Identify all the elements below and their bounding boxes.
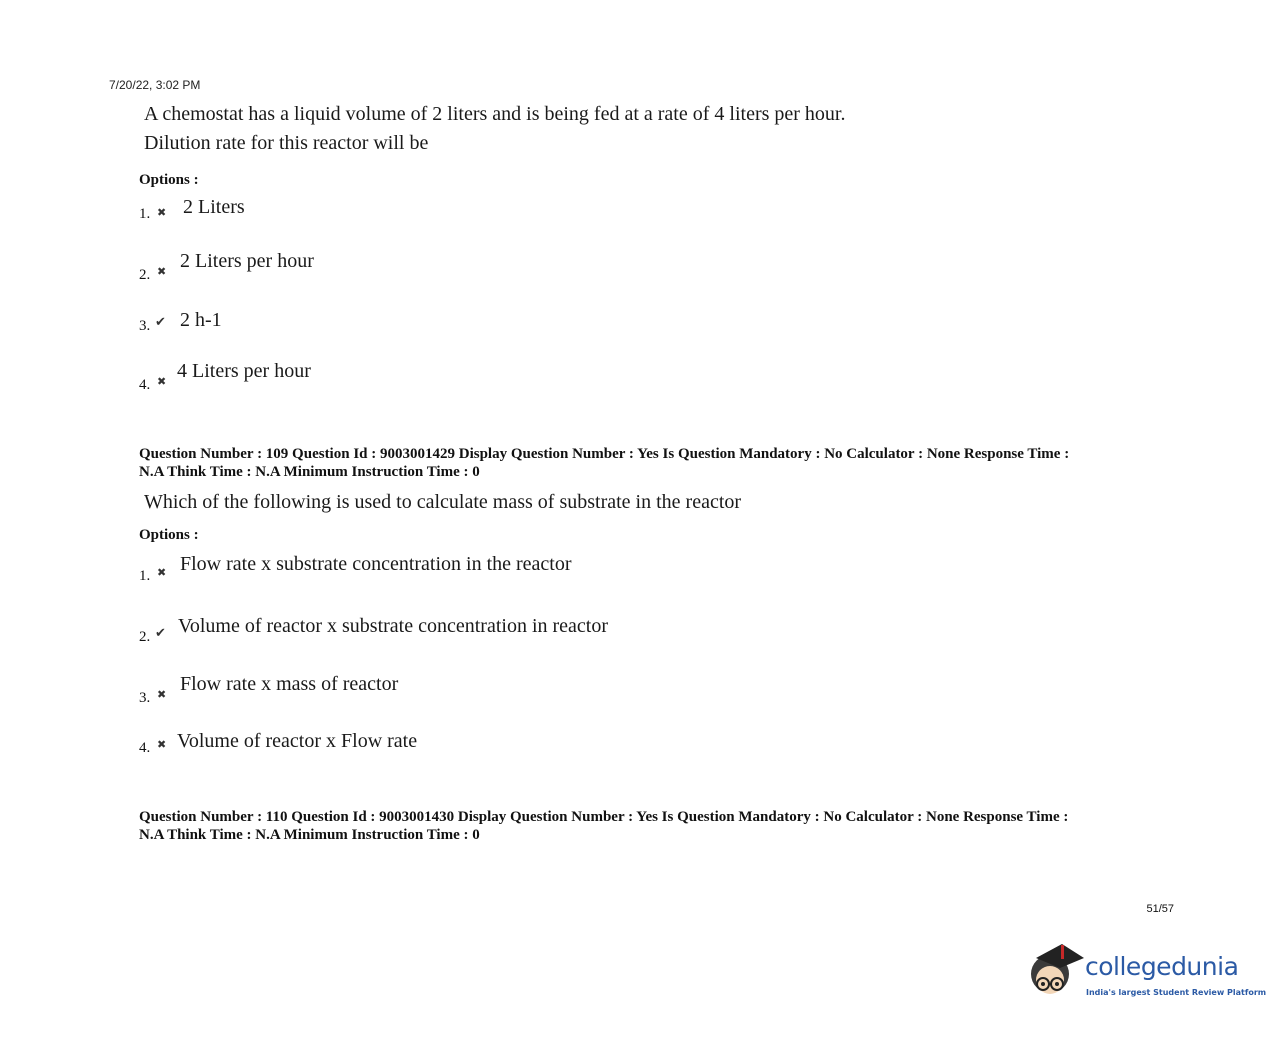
question-meta-line2: N.A Think Time : N.A Minimum Instruction Time : 0 [139,464,480,480]
cross-icon: ✖ [157,688,167,701]
option-text: 2 Liters [183,196,245,218]
cross-icon: ✖ [157,265,167,278]
check-icon: ✔ [155,315,166,330]
cross-icon: ✖ [157,206,167,219]
question-text-line2: Dilution rate for this reactor will be [144,132,429,154]
option-number: 3. [139,690,151,706]
option-text: 4 Liters per hour [177,360,311,382]
options-label: Options : [139,172,199,188]
option-text: Volume of reactor x Flow rate [177,730,418,752]
logo-wordmark: collegedunia [1085,952,1239,981]
option-number: 2. [139,267,151,283]
mascot-icon [1026,940,1086,1010]
cross-icon: ✖ [157,738,167,751]
option-text: Flow rate x substrate concentration in the reactor [180,553,572,575]
option-text: 2 h-1 [180,309,222,331]
options-label: Options : [139,527,199,543]
logo-tagline: India's largest Student Review Platform [1086,988,1267,997]
question-meta-line2: N.A Think Time : N.A Minimum Instruction Time : 0 [139,827,480,843]
option-text: 2 Liters per hour [180,250,314,272]
option-number: 3. [139,318,151,334]
option-text: Volume of reactor x substrate concentration in reactor [178,615,609,637]
question-text: Which of the following is used to calculate mass of substrate in the reactor [144,491,742,513]
option-number: 1. [139,206,151,222]
option-number: 1. [139,568,151,584]
option-number: 2. [139,629,151,645]
question-meta-line1: Question Number : 110 Question Id : 9003001430 Display Question Number : Yes Is Question Mandatory : No Calculator : None Response Time : [139,809,1069,825]
page-number: 51/57 [1146,903,1174,915]
question-meta-line1: Question Number : 109 Question Id : 9003001429 Display Question Number : Yes Is Question Mandatory : No Calculator : None Response Time : [139,446,1070,462]
cross-icon: ✖ [157,375,167,388]
option-number: 4. [139,377,151,393]
question-text-line1: A chemostat has a liquid volume of 2 liters and is being fed at a rate of 4 liters per hour. [144,103,846,125]
option-number: 4. [139,740,151,756]
check-icon: ✔ [155,626,166,641]
cross-icon: ✖ [157,566,167,579]
timestamp: 7/20/22, 3:02 PM [109,78,201,92]
option-text: Flow rate x mass of reactor [180,673,399,695]
